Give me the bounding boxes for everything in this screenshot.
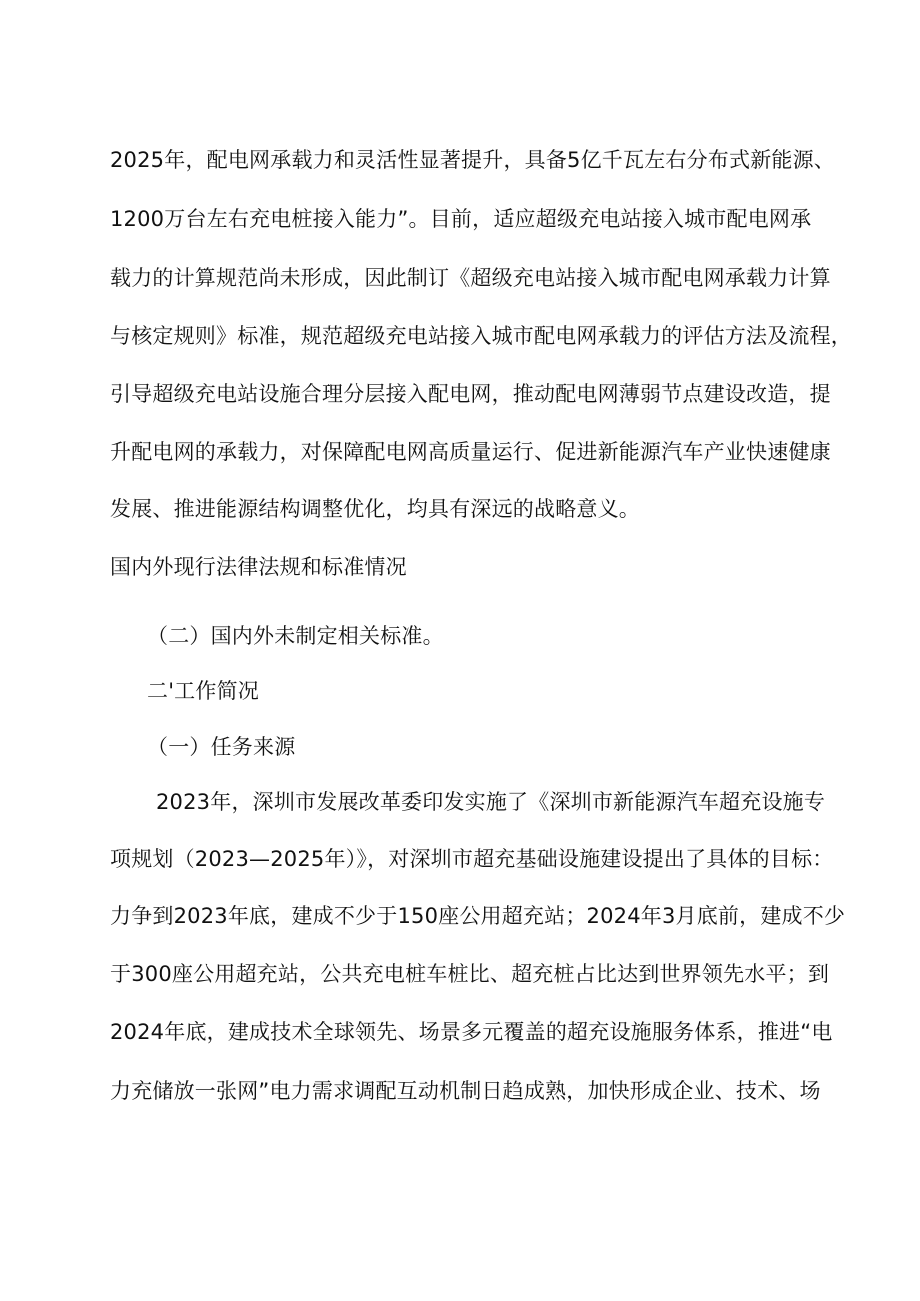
paragraph-1-line-2: 1200万台左右充电桩接入能力”。目前，适应超级充电站接入城市配电网承	[110, 207, 812, 231]
paragraph-1-line-3: 载力的计算规范尚未形成，因此制订《超级充电站接入城市配电网承载力计算	[110, 266, 831, 290]
paragraph-1-line-6: 升配电网的承载力，对保障配电网高质量运行、促进新能源汽车产业快速健康	[110, 440, 831, 464]
paragraph-2-line-2: 项规划（2023—2025年）》，对深圳市超充基础设施建设提出了具体的目标：	[110, 847, 834, 871]
paragraph-2-line-3: 力争到2023年底，建成不少于150座公用超充站；2024年3月底前，建成不少	[110, 904, 846, 928]
paragraph-2-line-4: 于300座公用超充站，公共充电桩车桩比、超充桩占比达到世界领先水平；到	[110, 962, 830, 986]
section-work-heading: 二'工作简况	[147, 679, 259, 703]
paragraph-1-line-4: 与核定规则》标准，规范超级充电站接入城市配电网承载力的评估方法及流程，	[110, 324, 852, 348]
paragraph-1-line-1: 2025年，配电网承载力和灵活性显著提升，具备5亿千瓦左右分布式新能源、	[110, 148, 836, 172]
paragraph-2-line-1: 2023年，深圳市发展改革委印发实施了《深圳市新能源汽车超充设施专	[156, 790, 826, 814]
heading-law-standards: 国内外现行法律法规和标准情况	[110, 555, 407, 579]
paragraph-1-line-5: 引导超级充电站设施合理分层接入配电网，推动配电网薄弱节点建设改造，提	[110, 382, 831, 406]
subsection-2-heading: （二）国内外未制定相关标准。	[147, 624, 444, 648]
paragraph-2-line-6: 力充储放一张网”电力需求调配互动机制日趋成熟，加快形成企业、技术、场	[110, 1079, 821, 1103]
paragraph-1-line-7: 发展、推进能源结构调整优化，均具有深远的战略意义。	[110, 497, 640, 521]
subsection-1-heading: （一）任务来源	[147, 735, 296, 759]
paragraph-2-line-5: 2024年底，建成技术全球领先、场景多元覆盖的超充设施服务体系，推进“电	[110, 1020, 833, 1044]
